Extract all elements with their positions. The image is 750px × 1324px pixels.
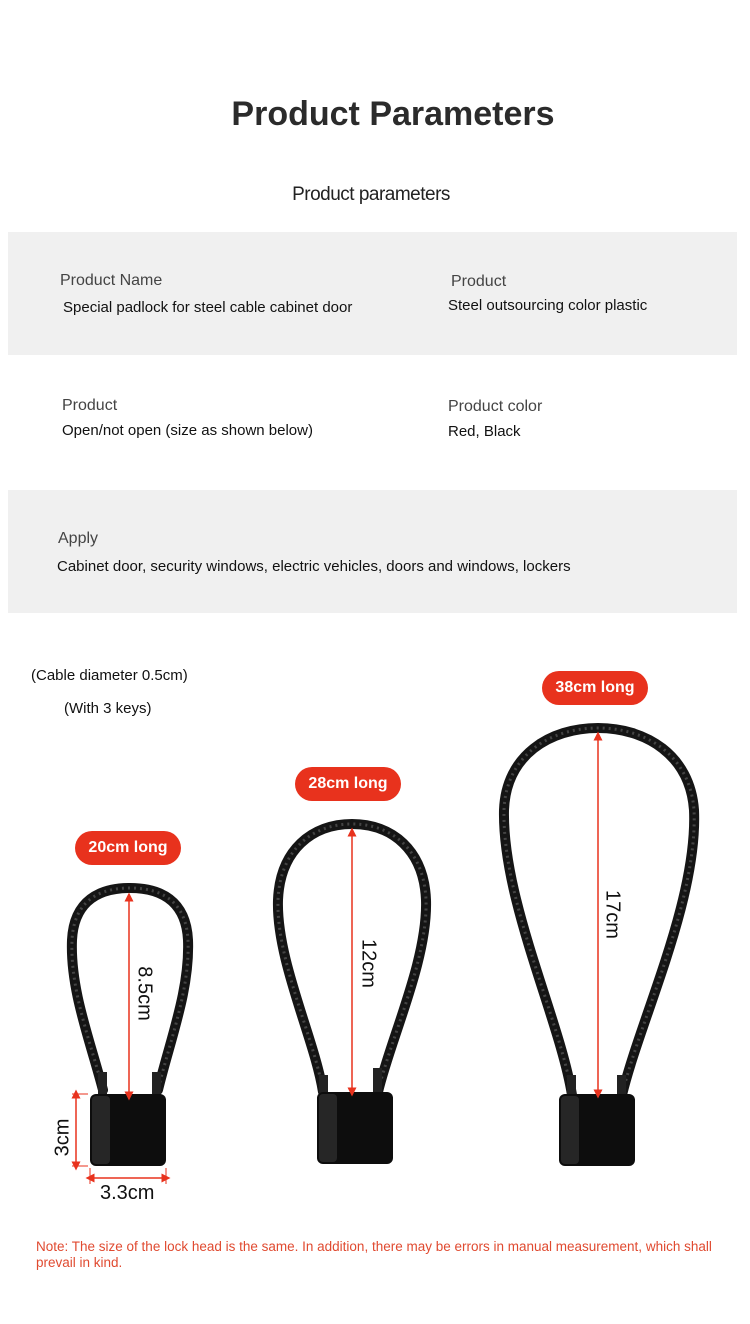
- footnote: Note: The size of the lock head is the same. In addition, there may be errors in manual measurement, which shall prevail in kind.: [36, 1239, 712, 1270]
- height-label-38cm: 17cm: [601, 890, 624, 939]
- cable-diameter-text: (Cable diameter 0.5cm): [31, 667, 188, 684]
- cable-loop-20cm: [72, 888, 188, 1090]
- param-value-product-name: Special padlock for steel cable cabinet door: [63, 299, 353, 316]
- param-label-product-type: Product: [62, 397, 118, 414]
- height-label-20cm: 8.5cm: [133, 966, 156, 1021]
- param-value-product-type: Open/not open (size as shown below): [62, 422, 313, 439]
- param-label-product-name: Product Name: [60, 272, 163, 289]
- head-width-label: 3.3cm: [100, 1182, 155, 1204]
- param-value-apply: Cabinet door, security windows, electric vehicles, doors and windows, lockers: [57, 558, 571, 575]
- param-value-product-material: Steel outsourcing color plastic: [448, 297, 648, 314]
- cable-loop-38cm: [504, 728, 694, 1095]
- param-label-product-material: Product: [451, 273, 507, 290]
- param-label-product-color: Product color: [448, 398, 543, 415]
- page-subtitle: Product parameters: [292, 184, 450, 205]
- length-badge-38cm: 38cm long: [542, 671, 648, 705]
- length-badge-20cm: 20cm long: [75, 831, 181, 865]
- cable-end-left-1: [98, 1072, 107, 1096]
- param-label-apply: Apply: [58, 530, 99, 547]
- head-height-label: 3cm: [51, 1118, 74, 1157]
- page-title: Product Parameters: [231, 95, 555, 133]
- keys-text: (With 3 keys): [64, 700, 152, 717]
- height-label-28cm: 12cm: [357, 939, 380, 988]
- length-badge-28cm: 28cm long: [295, 767, 401, 801]
- param-value-product-color: Red, Black: [448, 423, 521, 440]
- cable-end-right-1: [152, 1072, 161, 1096]
